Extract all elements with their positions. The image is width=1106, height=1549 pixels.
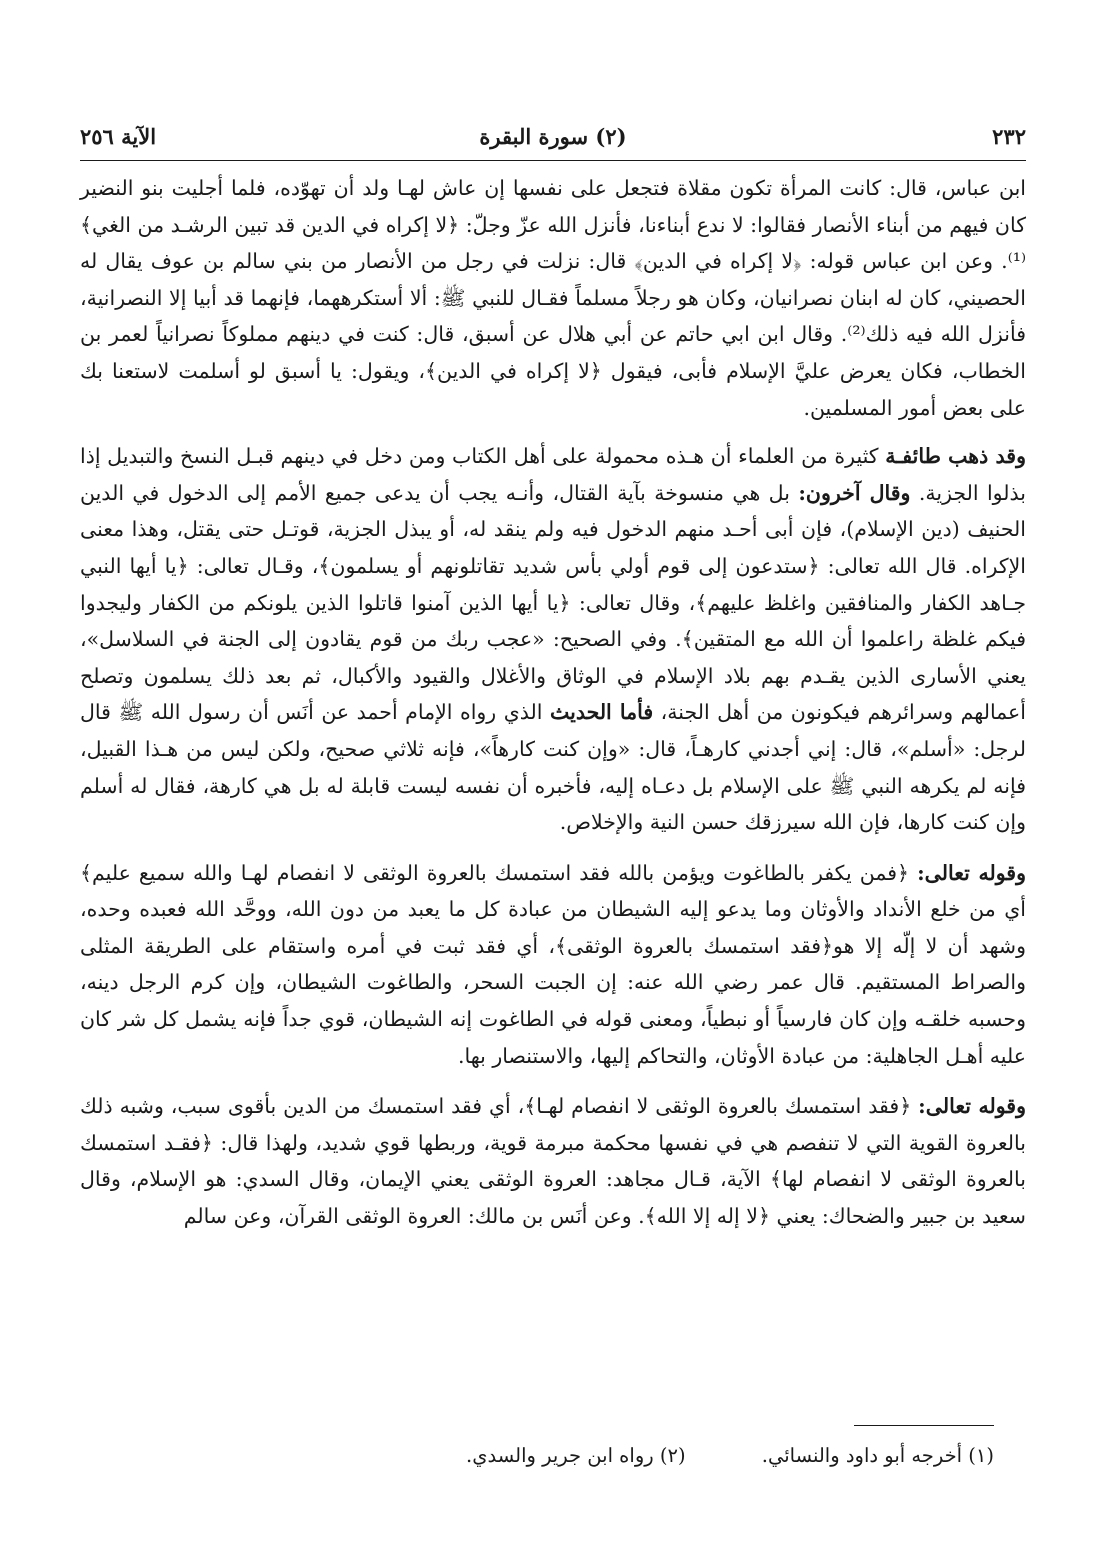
tafsir-body: [80, 170, 1026, 1249]
paragraph-2-lead-3: فأما الحديث: [549, 700, 654, 725]
ayah-label: الآية ٢٥٦: [80, 124, 157, 149]
surah-title: (٢) سورة البقرة: [479, 124, 627, 149]
paragraph-4-lead: وقوله تعالى:: [918, 1094, 1027, 1119]
paragraph-3-text: ﴿فمن يكفر بالطاغوت ويؤمن بالله فقد استمسك بالعروة الوثقى لا انفصام لهـا والله سميع عليم﴾ أي من خلع الأنداد والأوثان وما يدعو إليه الشيطان من عبادة كل ما يعبد من دون الله، ووحَّد الله فعبده وحده، وشهد أن لا إلّه إلا هو﴿فقد استمسك بالعروة الوثقى﴾، أي فقد ثبت في أمره واستقام على الطريقة المثلى والصراط المستقيم. قال عمر رضي الله عنه: إن الجبت السحر، والطاغوت الشيطان، وإن كرم الرجل دينه، وحسبه خلقـه وإن كان فارسياً أو نبطياً، ومعنى قوله في الطاغوت إنه الشيطان، قوي جداً فإنه يشمل كل شر كان عليه أهـل الجاهلية: من عبادة الأوثان، والتحاكم إليها، والاستنصار بها.: [80, 860, 1026, 1068]
paragraph-1: ابن عباس، قال: كانت المرأة تكون مقلاة فتجعل على نفسها إن عاش لهـا ولد أن تهوّده، فلما أجليت بنو النضير كان فيهم من أبناء الأنصار فقالوا: لا ندع أبناءنا، فأنزل الله عزّ وجلّ: ﴿لا إكراه في الدين قد تبين الرشـد من الغي﴾⁽¹⁾. وعن ابن عباس قوله: ﴿لا إكراه في الدين﴾ قال: نزلت في رجل من الأنصار من بني سالم بن عوف يقال له الحصيني، كان له ابنان نصرانيان، وكان هو رجلاً مسلماً فقـال للنبي ﷺ: ألا أستكرههما، فإنهما قد أبيا إلا النصرانية، فأنزل الله فيه ذلك⁽²⁾. وقال ابن ابي حاتم عن أبي هلال عن أسبق، قال: كنت في دينهم مملوكاً نصرانياً لعمر بن الخطاب، فكان يعرض عليَّ الإسلام فأبى، فيقول ﴿لا إكراه في الدين﴾، ويقول: يا أسبق لو أسلمت لاستعنا بك على بعض أمور المسلمين.: [80, 176, 1026, 420]
paragraph-3: [80, 855, 1026, 1075]
paragraph-2: [80, 438, 1026, 841]
paragraph-2-text-a: كثيرة من العلماء أن هـذه محمولة على أهل الكتاب ومن دخل في دينهم قبـل النسخ والتبديل إذا بذلوا الجزية.: [80, 444, 1026, 505]
paragraph-4: [80, 1088, 1026, 1234]
page-number: ٢٣٢: [992, 124, 1026, 149]
footnotes: [80, 1440, 994, 1472]
footnote-2: (٢) رواه ابن جرير والسدي.: [466, 1444, 686, 1467]
footnote-divider: [854, 1425, 994, 1426]
paragraph-3-lead: وقوله تعالى:: [917, 860, 1026, 885]
paragraph-2-text-c: الذي رواه الإمام أحمد عن أنَس أن رسول الله ﷺ قال لرجل: «أسلم»، قال: إني أجدني كارهـاً، قال: «وإن كنت كارهاً»، فإنه ثلاثي صحيح، ولكن ليس من هـذا القبيل، فإنه لم يكرهه النبي ﷺ على الإسلام بل دعـاه إليه، فأخبره أن نفسه ليست قابلة له بل هي كارهة، فقال له أسلم وإن كنت كارها، فإن الله سيرزقك حسن النية والإخلاص.: [80, 700, 1026, 835]
paragraph-4-text: ﴿فقد استمسك بالعروة الوثقى لا انفصام لهـا﴾، أي فقد استمسك من الدين بأقوى سبب، وشبه ذلك بالعروة القوية التي لا تنفصم هي في نفسها محكمة مبرمة قوية، وربطها قوي شديد، ولهذا قال: ﴿فقـد استمسك بالعروة الوثقى لا انفصام لها﴾ الآية، قـال مجاهد: العروة الوثقى يعني الإيمان، وقال السدي: هو الإسلام، وقال سعيد بن جبير والضحاك: يعني ﴿لا إله إلا الله﴾. وعن أنَس بن مالك: العروة الوثقى القرآن، وعن سالم: [80, 1094, 1026, 1229]
footnote-1: (١) أخرجه أبو داود والنسائي.: [761, 1444, 994, 1467]
paragraph-2-lead-2: وقال آخرون:: [798, 480, 911, 505]
paragraph-2-text-b: بل هي منسوخة بآية القتال، وأنـه يجب أن يدعى جميع الأمم إلى الدخول في الدين الحنيف (دين الإسلام)، فإن أبى أحـد منهم الدخول فيه ولم ينقد له، أو يبذل الجزية، قوتـل حتى يقتل، وهذا معنى الإكراه. قال الله تعالى: ﴿ستدعون إلى قوم أولي بأس شديد تقاتلونهم أو يسلمون﴾، وقـال تعالى: ﴿يا أيها النبي جـاهد الكفار والمنافقين واغلظ عليهم﴾، وقال تعالى: ﴿يا أيها الذين آمنوا قاتلوا الذين يلونكم من الكفار وليجدوا فيكم غلظة راعلموا أن الله مع المتقين﴾. وفي الصحيح: «عجب ربك من قوم يقادون إلى الجنة في السلاسل»، يعني الأسارى الذين يقـدم بهم بلاد الإسلام في الوثاق والأغلال والقيود والأكبال، ثم بعد ذلك يسلمون وتصلح أعمالهم وسرائرهم فيكونون من أهل الجنة،: [80, 480, 1026, 725]
header-divider: [80, 160, 1026, 161]
running-header: [80, 122, 1026, 158]
paragraph-2-lead: وقد ذهب طائفـة: [885, 444, 1026, 469]
